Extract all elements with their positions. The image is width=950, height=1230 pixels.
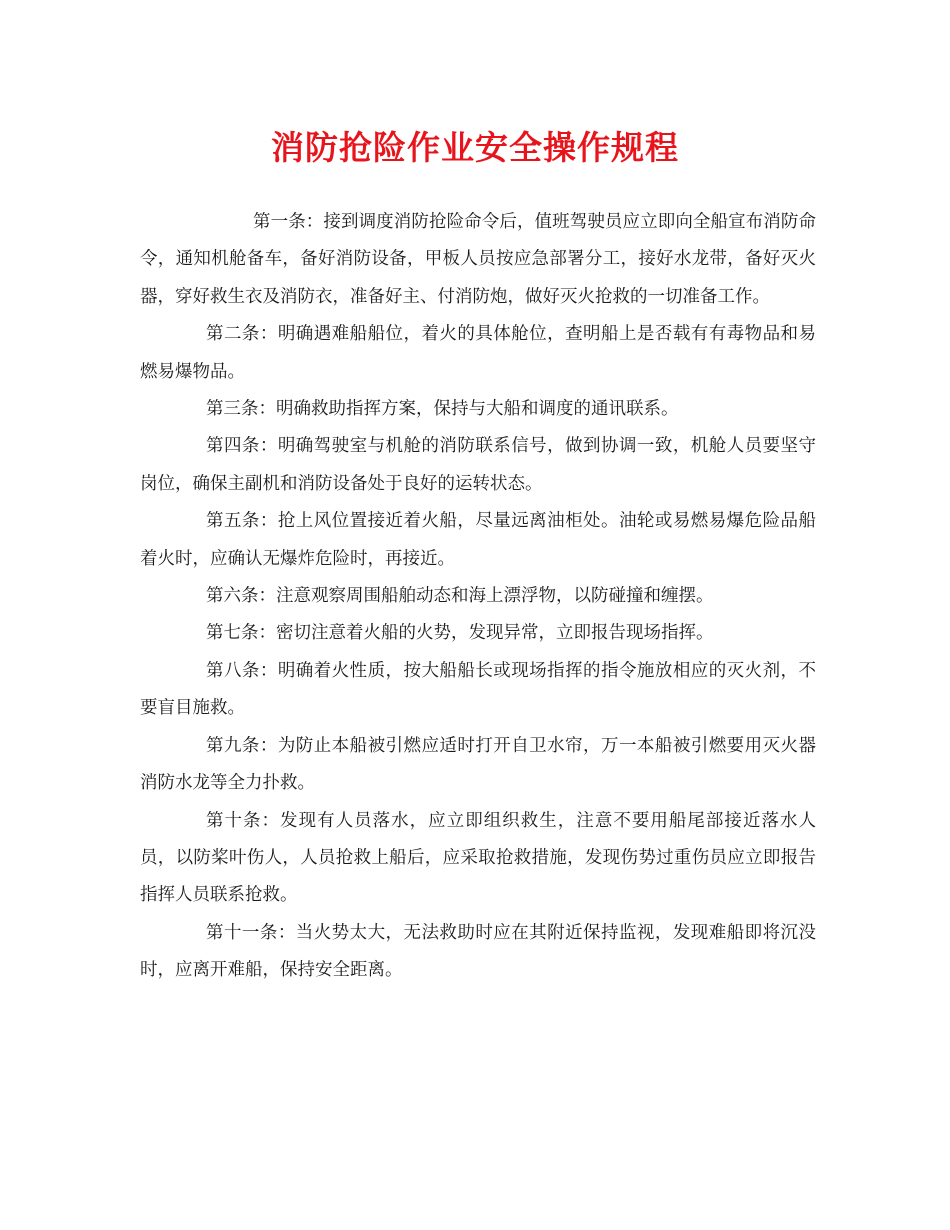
article-11: 第十一条：当火势太大，无法救助时应在其附近保持监视，发现难船即将沉没时，应离开难船，保持安全距离。 bbox=[140, 922, 816, 981]
document-title: 消防抢险作业安全操作规程 bbox=[271, 128, 679, 167]
article-2: 第二条：明确遇难船船位，着火的具体舱位，查明船上是否载有有毒物品和易燃易爆物品。 bbox=[140, 324, 816, 382]
article-10: 第十条：发现有人员落水，应立即组织救生，注意不要用船尾部接近落水人员，以防桨叶伤人，人员抢救上船后，应采取抢救措施，发现伤势过重伤员应立即报告指挥人员联系抢救。 bbox=[140, 810, 816, 906]
document-body bbox=[140, 204, 816, 990]
article-1: 第一条：接到调度消防抢险命令后，值班驾驶员应立即向全船宣布消防命令，通知机舱备车，备好消防设备，甲板人员按应急部署分工，接好水龙带，备好灭火器，穿好救生衣及消防衣，准备好主、付消防炮，做好灭火抢救的一切准备工作。 bbox=[140, 212, 816, 307]
article-9: 第九条：为防止本船被引燃应适时打开自卫水帘，万一本船被引燃要用灭火器消防水龙等全力扑救。 bbox=[140, 735, 816, 794]
article-5: 第五条：抢上风位置接近着火船，尽量远离油柜处。油轮或易燃易爆危险品船着火时，应确认无爆炸危险时，再接近。 bbox=[140, 511, 816, 569]
article-8: 第八条：明确着火性质，按大船船长或现场指挥的指令施放相应的灭火剂，不要盲目施救。 bbox=[140, 660, 816, 719]
article-3: 第三条：明确救助指挥方案，保持与大船和调度的通讯联系。 bbox=[206, 399, 679, 420]
article-4: 第四条：明确驾驶室与机舱的消防联系信号，做到协调一致，机舱人员要坚守岗位，确保主副机和消防设备处于良好的运转状态。 bbox=[140, 436, 816, 494]
article-7: 第七条：密切注意着火船的火势，发现异常，立即报告现场指挥。 bbox=[206, 623, 714, 644]
article-6: 第六条：注意观察周围船舶动态和海上漂浮物，以防碰撞和缠摆。 bbox=[206, 586, 714, 607]
